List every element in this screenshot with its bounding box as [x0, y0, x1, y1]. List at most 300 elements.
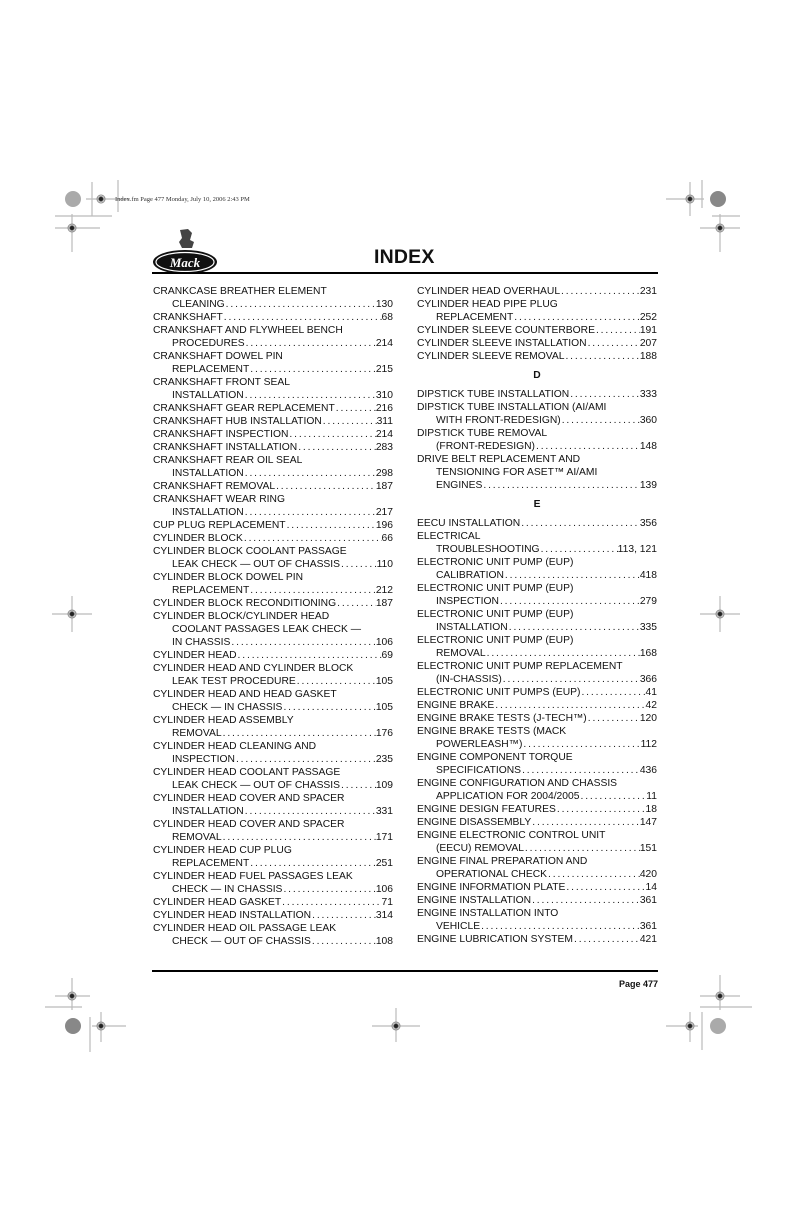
index-entry [417, 453, 657, 492]
index-entry-line [153, 415, 393, 428]
index-term: CRANKSHAFT HUB INSTALLATION [153, 416, 322, 427]
index-entry-line [153, 506, 393, 519]
index-entry [417, 427, 657, 453]
index-entry [417, 634, 657, 660]
index-term: CRANKSHAFT DOWEL PIN [153, 351, 283, 362]
index-term: (IN-CHASSIS) [436, 674, 502, 685]
index-term: REMOVAL [436, 648, 486, 659]
dot-leader [564, 350, 639, 363]
index-entry [153, 324, 393, 350]
dot-leader [222, 727, 376, 740]
index-entry-line [417, 673, 657, 686]
index-term: CHECK — OUT OF CHASSIS [172, 936, 311, 947]
index-entry-line [153, 441, 393, 454]
index-term: REPLACEMENT [172, 585, 250, 596]
index-entry-line [153, 857, 393, 870]
index-entry-line [417, 725, 657, 738]
page-reference: 71 [381, 897, 393, 908]
index-entry-line [153, 571, 393, 584]
index-term: ENGINE BRAKE [417, 700, 495, 711]
index-term: LEAK TEST PROCEDURE [172, 676, 296, 687]
index-entry-line [153, 935, 393, 948]
index-entry-line [153, 909, 393, 922]
page-reference: 147 [639, 817, 657, 828]
index-term: ELECTRONIC UNIT PUMP (EUP) [417, 583, 574, 594]
index-entry-line [153, 870, 393, 883]
index-term: REPLACEMENT [172, 364, 250, 375]
index-entry-line [417, 686, 657, 699]
index-entry-line [153, 805, 393, 818]
page-reference: 187 [375, 481, 393, 492]
index-term: CYLINDER HEAD ASSEMBLY [153, 715, 294, 726]
index-entry-line [417, 337, 657, 350]
page-reference: 66 [381, 533, 393, 544]
page-reference: 168 [639, 648, 657, 659]
dot-leader [230, 636, 375, 649]
page-reference: 421 [639, 934, 657, 945]
index-term: ENGINE FINAL PREPARATION AND [417, 856, 588, 867]
index-entry-line [417, 414, 657, 427]
index-term: INSPECTION [172, 754, 235, 765]
page-reference: 366 [639, 674, 657, 685]
index-entry [417, 751, 657, 777]
page-reference: 361 [639, 921, 657, 932]
dot-leader [502, 673, 640, 686]
dot-leader [579, 790, 646, 803]
index-entry [417, 803, 657, 816]
index-term: CYLINDER HEAD [153, 650, 237, 661]
dot-leader [286, 519, 376, 532]
index-entry-line [417, 453, 657, 466]
index-entry-line [153, 883, 393, 896]
index-entry-line [417, 855, 657, 868]
index-entry-line [153, 532, 393, 545]
index-entry-line [417, 790, 657, 803]
index-term: ENGINE COMPONENT TORQUE [417, 752, 573, 763]
page-reference: 196 [375, 520, 393, 531]
dot-leader [587, 337, 640, 350]
index-term: CYLINDER BLOCK [153, 533, 243, 544]
page-reference: 18 [645, 804, 657, 815]
index-entry-line [417, 440, 657, 453]
index-term: (EECU) REMOVAL [436, 843, 524, 854]
index-entry-line [417, 738, 657, 751]
dot-leader [524, 842, 640, 855]
dot-leader [244, 506, 376, 519]
index-term: COOLANT PASSAGES LEAK CHECK — [172, 624, 362, 635]
dot-leader [282, 701, 375, 714]
index-entry [417, 777, 657, 803]
index-entry-line [417, 751, 657, 764]
index-entry-line [153, 740, 393, 753]
index-entry-line [153, 922, 393, 935]
index-term: CYLINDER SLEEVE COUNTERBORE [417, 325, 595, 336]
index-entry-line [153, 584, 393, 597]
index-term: CRANKSHAFT INSPECTION [153, 429, 289, 440]
index-term: TENSIONING FOR ASET™ AI/AMI [436, 467, 598, 478]
index-entry [417, 298, 657, 324]
index-entry-line [417, 699, 657, 712]
index-entry-line [153, 714, 393, 727]
index-term: (FRONT-REDESIGN) [436, 441, 535, 452]
index-entry [153, 909, 393, 922]
index-entry-line [153, 337, 393, 350]
index-entry [153, 428, 393, 441]
index-term: OPERATIONAL CHECK [436, 869, 547, 880]
section-heading-d: D [533, 370, 541, 381]
index-entry [153, 870, 393, 896]
page-reference: 214 [375, 429, 393, 440]
dot-leader [504, 569, 640, 582]
index-entry-line [153, 649, 393, 662]
index-entry-line [153, 454, 393, 467]
index-entry-line [153, 558, 393, 571]
index-term: CYLINDER HEAD GASKET [153, 897, 282, 908]
index-entry [153, 285, 393, 311]
index-entry [153, 714, 393, 740]
index-entry-line [153, 597, 393, 610]
index-entry [417, 855, 657, 881]
page-reference: 106 [375, 637, 393, 648]
index-entry-line [417, 466, 657, 479]
dot-leader [244, 389, 376, 402]
index-entry-line [417, 881, 657, 894]
page-reference: 187 [375, 598, 393, 609]
index-entry [153, 402, 393, 415]
dot-leader [573, 933, 640, 946]
dot-leader [297, 441, 376, 454]
index-term: CYLINDER BLOCK/CYLINDER HEAD [153, 611, 330, 622]
index-term: CRANKSHAFT REAR OIL SEAL [153, 455, 303, 466]
index-entry [153, 662, 393, 688]
page-reference: 110 [376, 559, 393, 570]
index-term: ENGINE DESIGN FEATURES [417, 804, 556, 815]
index-entry-line [417, 556, 657, 569]
index-entry-line [417, 634, 657, 647]
index-entry-line [153, 350, 393, 363]
index-term: CHECK — IN CHASSIS [172, 702, 283, 713]
dot-leader [521, 764, 640, 777]
dot-leader [340, 558, 377, 571]
index-entry-line [417, 621, 657, 634]
index-term: DIPSTICK TUBE INSTALLATION [417, 389, 570, 400]
index-term: REPLACEMENT [436, 312, 514, 323]
index-term: REMOVAL [172, 728, 222, 739]
index-entry-line [153, 766, 393, 779]
dot-leader [513, 311, 640, 324]
index-entry [153, 688, 393, 714]
dot-leader [244, 467, 376, 480]
page-reference: 207 [639, 338, 657, 349]
index-entry-line [417, 829, 657, 842]
dot-leader [499, 595, 640, 608]
index-term: CRANKSHAFT INSTALLATION [153, 442, 298, 453]
index-entry-line [153, 389, 393, 402]
index-entry [153, 350, 393, 376]
index-entry [417, 337, 657, 350]
index-term: CLEANING [172, 299, 225, 310]
index-entry [153, 311, 393, 324]
index-term: ELECTRONIC UNIT PUMP REPLACEMENT [417, 661, 623, 672]
dot-leader [508, 621, 640, 634]
index-term: CUP PLUG REPLACEMENT [153, 520, 286, 531]
dot-leader [311, 909, 376, 922]
index-entry-line [153, 753, 393, 766]
index-column-left [153, 285, 393, 948]
index-term: CYLINDER BLOCK DOWEL PIN [153, 572, 304, 583]
index-entry [417, 881, 657, 894]
dot-leader [494, 699, 645, 712]
index-term: ELECTRONIC UNIT PUMPS (EUP) [417, 687, 581, 698]
dot-leader [311, 935, 376, 948]
index-entry [417, 350, 657, 363]
dot-leader [336, 597, 376, 610]
page-reference: 68 [381, 312, 393, 323]
page-reference: 105 [375, 702, 393, 713]
page-reference: 105 [375, 676, 393, 687]
index-entry [417, 285, 657, 298]
section-heading-e: E [533, 499, 541, 510]
index-term: INSTALLATION [172, 468, 244, 479]
page-reference: 356 [639, 518, 657, 529]
index-term: ENGINE CONFIGURATION AND CHASSIS [417, 778, 618, 789]
page-reference: 108 [375, 936, 393, 947]
page-reference: 283 [375, 442, 393, 453]
dot-leader [222, 831, 376, 844]
index-entry [153, 480, 393, 493]
index-entry [417, 725, 657, 751]
page-reference: 333 [639, 389, 657, 400]
dot-leader [520, 517, 640, 530]
index-term: CRANKSHAFT FRONT SEAL [153, 377, 290, 388]
dot-leader [486, 647, 640, 660]
dot-leader [560, 285, 640, 298]
index-entry-line [417, 543, 657, 556]
index-entry-line [417, 712, 657, 725]
index-entry [153, 818, 393, 844]
index-term: ENGINE BRAKE TESTS (J-TECH™) [417, 713, 587, 724]
page-reference: 14 [645, 882, 657, 893]
index-term: CRANKSHAFT REMOVAL [153, 481, 276, 492]
index-entry-line [417, 907, 657, 920]
dot-leader [235, 753, 376, 766]
dot-leader [275, 480, 376, 493]
index-term: CRANKSHAFT GEAR REPLACEMENT [153, 403, 335, 414]
index-entry-line [417, 479, 657, 492]
dot-leader [531, 894, 640, 907]
dot-leader [587, 712, 640, 725]
index-entry [417, 556, 657, 582]
index-entry-line [153, 545, 393, 558]
index-term: ELECTRONIC UNIT PUMP (EUP) [417, 635, 574, 646]
index-term: TROUBLESHOOTING [436, 544, 540, 555]
index-entry-line [417, 388, 657, 401]
index-entry [153, 493, 393, 519]
index-entry-line [417, 777, 657, 790]
index-term: CALIBRATION [436, 570, 504, 581]
dot-leader [249, 584, 376, 597]
index-entry [153, 519, 393, 532]
page-reference: 176 [375, 728, 393, 739]
dot-leader [288, 428, 375, 441]
dot-leader [244, 805, 376, 818]
index-entry-line [417, 660, 657, 673]
index-term: CYLINDER HEAD OVERHAUL [417, 286, 561, 297]
index-term: ENGINE INSTALLATION INTO [417, 908, 559, 919]
mack-bulldog-logo-icon [152, 228, 222, 276]
index-entry-line [153, 818, 393, 831]
index-term: CYLINDER HEAD INSTALLATION [153, 910, 312, 921]
dot-leader [249, 857, 376, 870]
index-term: DRIVE BELT REPLACEMENT AND [417, 454, 581, 465]
index-term: INSTALLATION [172, 806, 244, 817]
dot-leader [322, 415, 377, 428]
page-reference: 113, 121 [617, 544, 657, 555]
index-term: INSTALLATION [172, 507, 244, 518]
index-entry-line [417, 427, 657, 440]
index-entry-line [417, 582, 657, 595]
dot-leader [335, 402, 376, 415]
svg-text:Mack: Mack [169, 255, 201, 270]
index-entry-line [153, 298, 393, 311]
index-term: APPLICATION FOR 2004/2005 [436, 791, 580, 802]
index-term: VEHICLE [436, 921, 481, 932]
dot-leader [547, 868, 640, 881]
page-reference: 112 [640, 739, 657, 750]
index-term: CYLINDER SLEEVE INSTALLATION [417, 338, 587, 349]
page-reference: 418 [639, 570, 657, 581]
footer-rule [152, 970, 658, 972]
index-entry-line [153, 519, 393, 532]
index-entry-line [417, 530, 657, 543]
dot-leader [340, 779, 376, 792]
page-reference: 251 [375, 858, 393, 869]
index-term: ELECTRONIC UNIT PUMP (EUP) [417, 557, 574, 568]
index-entry-line [153, 896, 393, 909]
index-term: CRANKSHAFT WEAR RING [153, 494, 285, 505]
dot-leader [561, 414, 640, 427]
index-term: CYLINDER HEAD AND CYLINDER BLOCK [153, 663, 354, 674]
dot-leader [482, 479, 639, 492]
index-entry [153, 597, 393, 610]
index-entry-line [417, 816, 657, 829]
index-entry [417, 829, 657, 855]
page-reference: 298 [375, 468, 393, 479]
page-reference: 310 [375, 390, 393, 401]
index-term: LEAK CHECK — OUT OF CHASSIS [172, 559, 341, 570]
index-entry-line [153, 727, 393, 740]
page-reference: 151 [639, 843, 657, 854]
index-entry [417, 401, 657, 427]
index-entry-line [417, 311, 657, 324]
index-term: CYLINDER HEAD CUP PLUG [153, 845, 292, 856]
index-term: WITH FRONT-REDESIGN) [436, 415, 561, 426]
index-term: ENGINES [436, 480, 483, 491]
page-reference: 171 [375, 832, 393, 843]
dot-leader [522, 738, 640, 751]
page-reference: 42 [645, 700, 657, 711]
index-column-right [417, 285, 657, 946]
index-term: ENGINE INSTALLATION [417, 895, 532, 906]
index-entry [153, 532, 393, 545]
index-term: CYLINDER HEAD FUEL PASSAGES LEAK [153, 871, 353, 882]
dot-leader [565, 881, 645, 894]
index-term: CYLINDER BLOCK COOLANT PASSAGE [153, 546, 347, 557]
page-reference: 106 [375, 884, 393, 895]
index-term: CYLINDER HEAD COVER AND SPACER [153, 793, 345, 804]
dot-leader [531, 816, 640, 829]
index-term: CYLINDER HEAD COOLANT PASSAGE [153, 767, 341, 778]
index-entry-line [153, 831, 393, 844]
index-entry [417, 686, 657, 699]
index-term: CYLINDER BLOCK RECONDITIONING [153, 598, 337, 609]
index-entry-line [153, 324, 393, 337]
index-entry [417, 608, 657, 634]
index-entry [417, 660, 657, 686]
index-entry [153, 740, 393, 766]
page-reference: 130 [375, 299, 393, 310]
index-entry-line [417, 933, 657, 946]
index-term: INSTALLATION [436, 622, 508, 633]
index-term: PROCEDURES [172, 338, 245, 349]
index-term: CYLINDER SLEEVE REMOVAL [417, 351, 565, 362]
index-entry [417, 907, 657, 933]
dot-leader [249, 363, 376, 376]
dot-leader [223, 311, 382, 324]
page-reference: 314 [375, 910, 393, 921]
index-entry-line [153, 688, 393, 701]
mack-logo [152, 228, 222, 276]
index-term: ENGINE ELECTRONIC CONTROL UNIT [417, 830, 606, 841]
index-term: ELECTRICAL [417, 531, 481, 542]
index-entry-line [153, 610, 393, 623]
page-reference: 311 [376, 416, 393, 427]
index-entry-line [153, 467, 393, 480]
index-entry-line [153, 636, 393, 649]
index-term: CHECK — IN CHASSIS [172, 884, 283, 895]
page-reference: 279 [639, 596, 657, 607]
header-rule [152, 272, 658, 274]
page-reference: 191 [639, 325, 657, 336]
index-term: CYLINDER HEAD CLEANING AND [153, 741, 317, 752]
dot-leader [282, 883, 375, 896]
index-entry-line [153, 844, 393, 857]
page-reference: 214 [375, 338, 393, 349]
index-entry [417, 517, 657, 530]
page-reference: 360 [639, 415, 657, 426]
page-reference: 69 [381, 650, 393, 661]
index-term: CYLINDER HEAD AND HEAD GASKET [153, 689, 337, 700]
index-entry-line [153, 792, 393, 805]
dot-leader [540, 543, 618, 556]
dot-leader [569, 388, 640, 401]
index-entry [153, 376, 393, 402]
index-entry [153, 545, 393, 571]
index-entry [153, 571, 393, 597]
page-reference: 252 [639, 312, 657, 323]
index-entry-line [417, 764, 657, 777]
index-term: CYLINDER HEAD OIL PASSAGE LEAK [153, 923, 337, 934]
page-number: Page 477 [618, 979, 658, 989]
index-entry-line [417, 647, 657, 660]
index-term: ENGINE BRAKE TESTS (MACK [417, 726, 567, 737]
page-reference: 215 [375, 364, 393, 375]
dot-leader [556, 803, 646, 816]
index-entry [153, 441, 393, 454]
index-entry [417, 933, 657, 946]
dot-leader [245, 337, 376, 350]
page-reference: 120 [639, 713, 657, 724]
